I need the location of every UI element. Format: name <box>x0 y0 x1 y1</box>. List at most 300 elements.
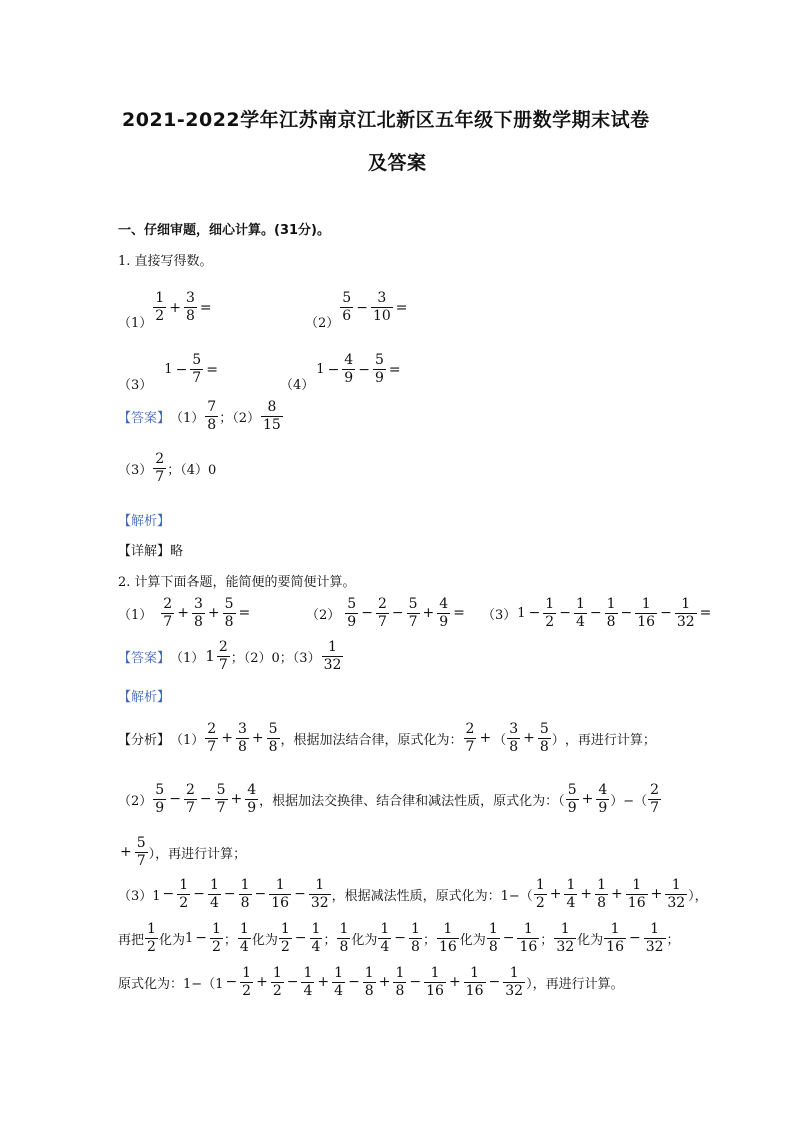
fraction <box>378 922 391 954</box>
fraction-numerator: 1 <box>650 921 660 937</box>
inline-text: （3） <box>118 462 153 478</box>
fraction-numerator: 4 <box>247 782 257 798</box>
math-symbol: − <box>620 605 633 622</box>
fraction-numerator: 1 <box>641 596 651 612</box>
fraction-denominator: 2 <box>272 982 282 999</box>
fraction-numerator: 1 <box>179 877 189 893</box>
fraction-denominator: 4 <box>239 938 249 955</box>
fraction-numerator: 1 <box>610 921 620 937</box>
math-symbol: + <box>221 730 233 747</box>
math-symbol: − <box>660 605 672 622</box>
math-symbol: − <box>409 974 422 991</box>
fraction <box>595 878 608 910</box>
math-symbol: − <box>199 791 212 808</box>
math-symbol: − <box>358 361 370 378</box>
fraction <box>301 966 314 998</box>
fraction <box>507 722 520 754</box>
math-symbol: + <box>169 299 181 316</box>
fraction-numerator: 5 <box>155 782 165 798</box>
question-1-stem: 1. 直接写得数。 <box>118 254 213 269</box>
fraction-numerator: 2 <box>155 451 165 467</box>
q1-part3 <box>118 346 220 393</box>
inline-text: 化为 <box>158 932 185 948</box>
fraction-denominator: 7 <box>377 613 387 630</box>
part-label: （4） <box>280 378 315 393</box>
fraction-denominator: 4 <box>575 613 585 630</box>
inline-text: ） <box>551 732 565 748</box>
analysis-part3-final <box>118 966 624 998</box>
fraction-numerator: 1 <box>147 921 156 937</box>
inline-text: （3）1 <box>118 888 161 904</box>
fraction <box>371 291 393 323</box>
fraction <box>675 597 697 629</box>
fraction <box>596 783 609 815</box>
fraction-denominator: 32 <box>645 938 664 955</box>
fraction-numerator: 5 <box>224 596 234 612</box>
fraction-denominator: 16 <box>627 894 646 911</box>
inline-text: ； <box>666 932 680 948</box>
fraction <box>217 640 230 672</box>
fraction-denominator: 2 <box>155 308 165 324</box>
fraction <box>543 597 556 629</box>
math-symbol: + <box>580 886 593 903</box>
fraction-numerator: 5 <box>539 721 549 737</box>
analysis-tag: 【解析】 <box>118 690 171 705</box>
fraction-numerator: 5 <box>192 352 202 369</box>
fraction <box>153 291 166 323</box>
fraction-denominator: 8 <box>411 938 420 955</box>
math-symbol: + <box>422 605 435 622</box>
analysis-part2 <box>118 783 662 815</box>
math-symbol: + <box>523 730 535 747</box>
fraction-denominator: 16 <box>438 938 457 955</box>
fraction <box>626 878 648 910</box>
fraction <box>177 878 190 910</box>
fraction-numerator: 1 <box>523 921 533 937</box>
inline-text: ），再进行计算； <box>148 846 247 862</box>
math-symbol: + <box>251 730 264 747</box>
fraction-denominator: 7 <box>185 799 195 816</box>
inline-text: ）−（ <box>610 793 648 809</box>
fraction-numerator: 2 <box>465 721 475 737</box>
fraction <box>363 966 376 998</box>
fraction-denominator: 4 <box>209 894 219 911</box>
math-symbol: − <box>193 886 205 903</box>
fraction-denominator: 7 <box>155 468 165 485</box>
fraction <box>215 783 228 815</box>
fraction <box>153 452 166 484</box>
math-symbol: − <box>391 605 404 622</box>
analysis-part3 <box>118 878 708 910</box>
fraction <box>554 922 576 954</box>
inline-text: （1） <box>118 607 153 623</box>
math-symbol: = <box>199 299 212 316</box>
fraction-denominator: 4 <box>311 938 321 955</box>
math-symbol: − <box>628 930 641 947</box>
fraction-denominator: 8 <box>395 982 405 999</box>
fraction-denominator: 8 <box>237 738 247 755</box>
math-symbol: + <box>479 730 492 747</box>
inline-text: ； <box>422 932 436 948</box>
fraction-numerator: 1 <box>430 965 440 981</box>
fraction-denominator: 7 <box>216 799 226 816</box>
fraction-numerator: 2 <box>207 721 217 737</box>
fraction-numerator: 2 <box>185 782 195 798</box>
fraction-denominator: 8 <box>339 938 349 955</box>
fraction-denominator: 4 <box>566 894 576 911</box>
math-symbol: = <box>453 605 465 622</box>
inline-text: 原式化为：1−（1 <box>118 976 224 992</box>
inline-text: ，根据加法交换律、结合律和减法性质，原式化为：（ <box>259 793 565 809</box>
fraction-denominator: 7 <box>136 852 146 869</box>
math-symbol: − <box>294 886 306 903</box>
fraction <box>332 966 345 998</box>
fraction-numerator: 1 <box>242 965 252 981</box>
fraction <box>340 291 353 323</box>
q2-part2 <box>306 597 467 629</box>
fraction-denominator: 2 <box>179 894 189 911</box>
math-symbol: + <box>448 974 461 991</box>
q2-part3 <box>482 597 713 629</box>
fraction-denominator: 32 <box>556 938 575 955</box>
math-symbol: + <box>177 605 189 622</box>
math-symbol: = <box>699 605 712 622</box>
fraction-denominator: 9 <box>247 799 257 816</box>
math-symbol: − <box>356 299 368 316</box>
fraction <box>279 922 292 954</box>
fraction-numerator: 1 <box>155 290 165 307</box>
math-symbol: + <box>549 886 562 903</box>
fraction <box>153 783 166 815</box>
fraction-numerator: 1 <box>364 965 374 981</box>
answer-tag: 【答案】 <box>118 410 171 426</box>
fraction <box>210 922 223 954</box>
fraction <box>269 878 291 910</box>
fraction <box>409 922 422 954</box>
fraction <box>605 597 618 629</box>
fraction <box>245 783 258 815</box>
fraction-numerator: 1 <box>535 877 545 893</box>
fraction <box>240 966 253 998</box>
inline-text: ，根据减法性质，原式化为：1−（ <box>331 888 533 904</box>
fraction-numerator: 3 <box>237 721 247 737</box>
inline-text: 【分析】 <box>118 732 171 748</box>
math-symbol: + <box>581 791 594 808</box>
inline-text: ； <box>540 932 554 948</box>
fraction-denominator: 8 <box>268 738 278 755</box>
fraction-numerator: 5 <box>408 596 418 612</box>
fraction-denominator: 2 <box>535 894 545 911</box>
fraction-denominator: 9 <box>439 613 449 630</box>
fraction-numerator: 1 <box>671 877 681 893</box>
fraction <box>271 966 284 998</box>
fraction-denominator: 9 <box>155 799 165 816</box>
fraction-numerator: 2 <box>218 639 228 655</box>
fraction-denominator: 8 <box>224 613 234 630</box>
fraction <box>487 922 500 954</box>
inline-text: ），再进行计算。 <box>526 976 624 992</box>
fraction-numerator: 5 <box>268 721 278 737</box>
fraction-numerator: 2 <box>650 782 660 798</box>
fraction-denominator: 2 <box>211 938 221 955</box>
fraction-numerator: 3 <box>509 721 519 737</box>
inline-text: ，再进行计算； <box>564 732 656 748</box>
fraction-numerator: 1 <box>239 921 249 937</box>
fraction-denominator: 32 <box>310 894 329 911</box>
math-symbol: − <box>394 930 407 947</box>
fraction-denominator: 9 <box>374 370 384 386</box>
document-title-line2: 及答案 <box>368 152 427 174</box>
fraction-numerator: 3 <box>185 290 195 307</box>
answer-1-cont <box>118 452 216 484</box>
fraction-denominator: 2 <box>147 938 156 955</box>
fraction-numerator: 1 <box>470 965 480 981</box>
fraction <box>644 922 666 954</box>
inline-text: （1） <box>170 650 205 666</box>
fraction <box>517 922 539 954</box>
fraction <box>393 966 406 998</box>
fraction-numerator: 1 <box>315 877 325 893</box>
analysis-tag: 【解析】 <box>118 514 171 529</box>
fraction-denominator: 9 <box>344 370 354 386</box>
fraction <box>190 353 203 385</box>
inline-text: 【详解】 <box>118 544 171 559</box>
fraction <box>261 400 283 432</box>
fraction-numerator: 1 <box>395 965 405 981</box>
fraction-denominator: 2 <box>242 982 252 999</box>
inline-text: 再把 <box>118 932 145 948</box>
fraction-numerator: 1 <box>339 921 349 937</box>
fraction-numerator: 5 <box>136 835 146 851</box>
math-symbol: − <box>254 886 267 903</box>
fraction <box>145 922 158 954</box>
fraction <box>310 922 323 954</box>
fraction <box>665 878 687 910</box>
fraction <box>337 922 350 954</box>
math-symbol: − <box>286 974 299 991</box>
fraction <box>464 722 477 754</box>
math-symbol: − <box>175 361 188 378</box>
math-symbol: + <box>650 886 663 903</box>
inline-text: （3） <box>482 607 517 623</box>
math-symbol: + <box>611 886 623 903</box>
answer-tag: 【答案】 <box>118 650 171 666</box>
q1-part2 <box>305 284 410 331</box>
fraction <box>309 878 331 910</box>
inline-text: 1 <box>184 930 194 946</box>
fraction-denominator: 8 <box>597 894 607 911</box>
fraction <box>437 597 450 629</box>
fraction-denominator: 7 <box>218 656 228 673</box>
fraction-numerator: 4 <box>598 782 608 798</box>
fraction <box>604 922 626 954</box>
math-symbol: + <box>378 974 391 991</box>
math-symbol: − <box>559 605 571 622</box>
fraction-numerator: 8 <box>267 399 277 415</box>
fraction-numerator: 1 <box>560 921 570 937</box>
fraction-denominator: 8 <box>606 613 616 630</box>
fraction <box>342 353 355 385</box>
part-label: （1） <box>118 316 153 331</box>
inline-text: ； <box>323 932 337 948</box>
fraction-numerator: 1 <box>211 921 221 937</box>
fraction-denominator: 8 <box>488 938 498 955</box>
fraction-numerator: 5 <box>216 782 226 798</box>
fraction-numerator: 1 <box>632 877 642 893</box>
math-symbol: − <box>502 930 515 947</box>
fraction-denominator: 7 <box>650 799 660 816</box>
fraction <box>239 878 252 910</box>
fraction-numerator: 1 <box>443 921 453 937</box>
fraction-denominator: 8 <box>207 416 217 433</box>
fraction-denominator: 8 <box>539 738 549 755</box>
inline-text: （ <box>493 732 507 748</box>
fraction-denominator: 8 <box>185 308 195 324</box>
inline-text: （2） <box>118 793 153 809</box>
fraction <box>574 597 587 629</box>
fraction-numerator: 5 <box>374 352 384 369</box>
fraction-denominator: 8 <box>193 613 203 630</box>
fraction-numerator: 2 <box>163 596 173 612</box>
fraction <box>376 597 389 629</box>
math-symbol: = <box>388 361 401 378</box>
math-symbol: 1 <box>316 362 325 377</box>
fraction <box>238 922 251 954</box>
part-label: （2） <box>305 316 340 331</box>
fraction-denominator: 8 <box>240 894 250 911</box>
part-label: （3） <box>118 378 153 393</box>
inline-text: ； <box>223 932 237 948</box>
fraction-numerator: 1 <box>681 596 691 612</box>
analysis-part3-rewrite <box>118 922 680 954</box>
math-symbol: − <box>348 974 360 991</box>
fraction <box>205 722 218 754</box>
question-2-stem: 2. 计算下面各题，能简便的要简便计算。 <box>118 575 356 590</box>
fraction-numerator: 1 <box>272 965 282 981</box>
inline-text: ；（2）0；（3） <box>230 650 321 666</box>
fraction-numerator: 5 <box>567 782 577 798</box>
q1-part1 <box>118 284 214 331</box>
math-symbol: 1 <box>205 647 215 666</box>
document-title-line1: 2021-2022学年江苏南京江北新区五年级下册数学期末试卷 <box>122 109 650 131</box>
q1-part4 <box>280 346 403 393</box>
fraction-denominator: 32 <box>323 656 342 673</box>
fraction <box>236 722 249 754</box>
math-symbol: − <box>589 605 602 622</box>
fraction-denominator: 4 <box>303 982 313 999</box>
fraction <box>407 597 420 629</box>
fraction <box>503 966 525 998</box>
fraction <box>161 597 174 629</box>
fraction-denominator: 2 <box>545 613 555 630</box>
math-symbol: − <box>294 930 307 947</box>
fraction-denominator: 7 <box>163 613 173 630</box>
fraction-denominator: 15 <box>263 416 281 433</box>
inline-text: 化为 <box>577 932 604 948</box>
fraction-denominator: 32 <box>676 613 695 630</box>
fraction-numerator: 5 <box>347 596 357 612</box>
fraction <box>464 966 486 998</box>
fraction-denominator: 32 <box>667 894 686 911</box>
fraction-denominator: 4 <box>334 982 344 999</box>
analysis-part1 <box>118 722 656 754</box>
math-symbol: + <box>120 844 132 861</box>
math-symbol: − <box>223 886 236 903</box>
fraction <box>205 400 218 432</box>
inline-text: ；（2） <box>219 410 260 426</box>
detail-line <box>118 540 183 559</box>
fraction-denominator: 8 <box>509 738 519 755</box>
math-symbol: 1 <box>164 362 173 377</box>
fraction-numerator: 3 <box>377 290 387 307</box>
fraction-numerator: 1 <box>334 965 344 981</box>
fraction <box>267 722 280 754</box>
math-symbol: − <box>195 930 207 947</box>
fraction <box>322 640 344 672</box>
math-symbol: + <box>207 605 220 622</box>
fraction <box>208 878 221 910</box>
fraction-denominator: 8 <box>364 982 374 999</box>
math-symbol: = <box>395 299 408 316</box>
inline-text: （1） <box>170 410 205 426</box>
fraction-numerator: 4 <box>439 596 449 612</box>
math-symbol: − <box>361 605 373 622</box>
fraction-denominator: 16 <box>606 938 624 955</box>
fraction-numerator: 1 <box>280 921 290 937</box>
fraction-numerator: 1 <box>380 921 390 937</box>
inline-text: ）， <box>688 888 708 904</box>
fraction-numerator: 4 <box>344 352 354 369</box>
fraction <box>424 966 446 998</box>
fraction-denominator: 16 <box>637 613 656 630</box>
fraction <box>538 722 551 754</box>
fraction-numerator: 1 <box>411 921 420 937</box>
fraction <box>635 597 657 629</box>
analysis-part2-cont <box>118 836 246 868</box>
fraction-denominator: 7 <box>408 613 418 630</box>
fraction-denominator: 6 <box>342 308 352 324</box>
fraction-numerator: 3 <box>193 596 203 612</box>
fraction-numerator: 5 <box>342 290 352 307</box>
math-symbol: = <box>206 361 218 378</box>
math-symbol: − <box>225 974 238 991</box>
answer-2 <box>118 640 344 672</box>
math-symbol: 1 <box>517 605 526 621</box>
q2-part1 <box>118 597 252 629</box>
fraction-numerator: 1 <box>275 877 285 893</box>
fraction-numerator: 1 <box>606 596 616 612</box>
inline-text: ，根据加法结合律，原式化为： <box>280 732 463 748</box>
fraction-denominator: 2 <box>280 938 290 955</box>
inline-text: 略 <box>170 544 184 559</box>
inline-text: （1） <box>170 732 205 748</box>
section-heading: 一、仔细审题，细心计算。(31分)。 <box>118 223 330 238</box>
fraction <box>648 783 661 815</box>
math-symbol: + <box>230 791 243 808</box>
math-symbol: + <box>317 974 330 991</box>
math-symbol: = <box>238 605 251 622</box>
fraction-numerator: 1 <box>545 596 555 612</box>
math-symbol: + <box>256 974 268 991</box>
inline-text: 化为 <box>459 932 486 948</box>
fraction-numerator: 1 <box>509 965 519 981</box>
fraction-denominator: 7 <box>207 738 217 755</box>
fraction-numerator: 1 <box>488 921 498 937</box>
fraction <box>437 922 459 954</box>
inline-text: （2） <box>306 607 341 623</box>
fraction-numerator: 1 <box>566 877 576 893</box>
math-symbol: − <box>162 886 175 903</box>
